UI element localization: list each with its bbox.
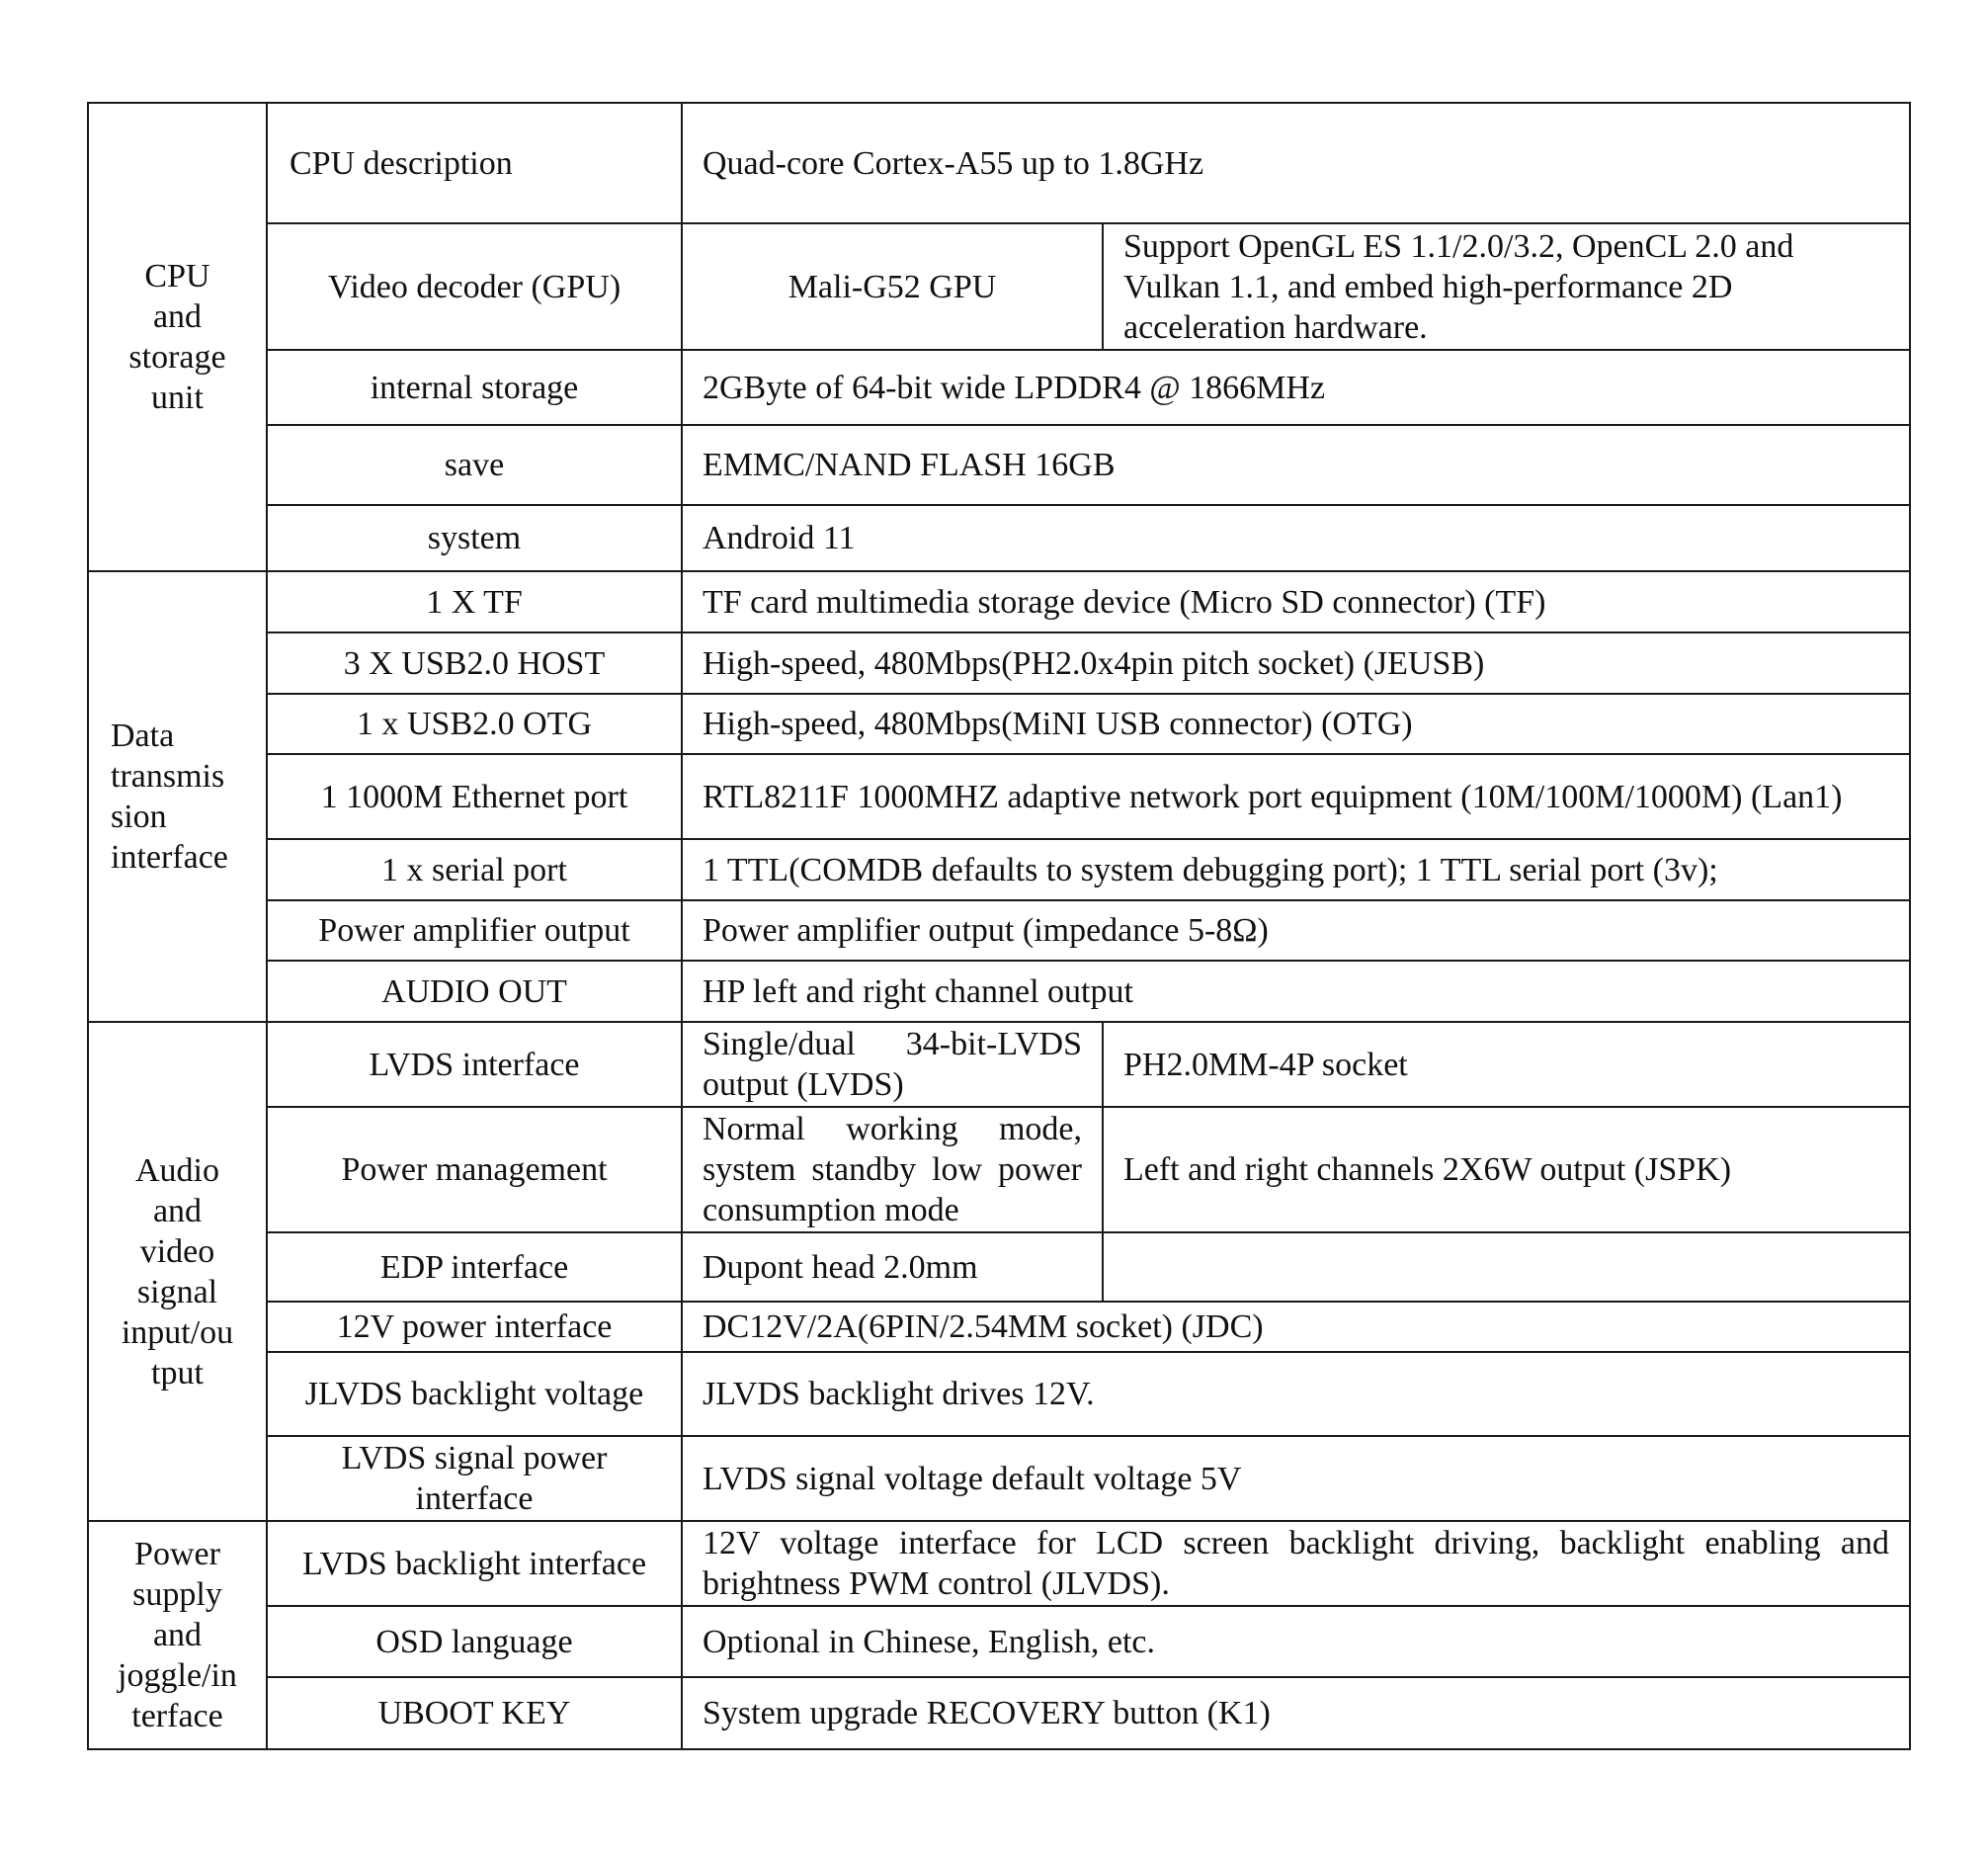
row-label: save — [267, 425, 682, 505]
table-row — [88, 1302, 1910, 1352]
row-label: LVDS signal power interface — [267, 1436, 682, 1521]
row-value: 2GByte of 64-bit wide LPDDR4 @ 1866MHz — [682, 350, 1910, 425]
row-value: High-speed, 480Mbps(MiNI USB connector) (OTG) — [682, 694, 1910, 754]
table-row — [88, 900, 1910, 961]
row-label: LVDS interface — [267, 1022, 682, 1107]
row-value: Normal working mode, system standby low power consumption mode — [682, 1107, 1103, 1232]
row-extra: PH2.0MM-4P socket — [1103, 1022, 1910, 1107]
row-value: System upgrade RECOVERY button (K1) — [682, 1677, 1910, 1749]
table-row — [88, 425, 1910, 505]
section-title-audio-video: Audio and video signal input/ou tput — [88, 1022, 267, 1521]
row-label: system — [267, 505, 682, 571]
row-value: JLVDS backlight drives 12V. — [682, 1352, 1910, 1436]
section-title-data-transmission: Data transmis sion interface — [88, 571, 267, 1022]
table-row — [88, 1436, 1910, 1521]
row-extra: Left and right channels 2X6W output (JSPK) — [1103, 1107, 1910, 1232]
row-label: 1 1000M Ethernet port — [267, 754, 682, 839]
row-value: Mali-G52 GPU — [682, 223, 1103, 350]
table-row — [88, 1352, 1910, 1436]
row-label: UBOOT KEY — [267, 1677, 682, 1749]
row-label: internal storage — [267, 350, 682, 425]
row-label: CPU description — [267, 103, 682, 223]
specification-table — [87, 102, 1911, 1750]
row-value: RTL8211F 1000MHZ adaptive network port equipment (10M/100M/1000M) (Lan1) — [682, 754, 1910, 839]
table-row — [88, 571, 1910, 632]
row-label: 1 x USB2.0 OTG — [267, 694, 682, 754]
row-label: 1 x serial port — [267, 839, 682, 900]
row-value: Android 11 — [682, 505, 1910, 571]
table-row — [88, 1022, 1910, 1107]
row-value: Power amplifier output (impedance 5-8Ω) — [682, 900, 1910, 961]
row-value: High-speed, 480Mbps(PH2.0x4pin pitch socket) (JEUSB) — [682, 632, 1910, 694]
table-row — [88, 754, 1910, 839]
table-row — [88, 1606, 1910, 1677]
row-value: Optional in Chinese, English, etc. — [682, 1606, 1910, 1677]
row-value: Quad-core Cortex-A55 up to 1.8GHz — [682, 103, 1910, 223]
row-value: EMMC/NAND FLASH 16GB — [682, 425, 1910, 505]
row-label: JLVDS backlight voltage — [267, 1352, 682, 1436]
table-row — [88, 1232, 1910, 1302]
table-row — [88, 1521, 1910, 1606]
row-value: TF card multimedia storage device (Micro SD connector) (TF) — [682, 571, 1910, 632]
table-row — [88, 103, 1910, 223]
table-row — [88, 1107, 1910, 1232]
row-label: EDP interface — [267, 1232, 682, 1302]
row-label: Power management — [267, 1107, 682, 1232]
table-row — [88, 839, 1910, 900]
row-label: Video decoder (GPU) — [267, 223, 682, 350]
row-label: OSD language — [267, 1606, 682, 1677]
table-row — [88, 350, 1910, 425]
section-title-cpu-storage: CPU and storage unit — [88, 103, 267, 571]
row-value: HP left and right channel output — [682, 961, 1910, 1022]
row-value: LVDS signal voltage default voltage 5V — [682, 1436, 1910, 1521]
table-row — [88, 505, 1910, 571]
row-label: 3 X USB2.0 HOST — [267, 632, 682, 694]
table-row — [88, 694, 1910, 754]
row-label: Power amplifier output — [267, 900, 682, 961]
table-row — [88, 632, 1910, 694]
table-row — [88, 961, 1910, 1022]
table-row — [88, 223, 1910, 350]
table-row — [88, 1677, 1910, 1749]
row-value: Single/dual 34-bit-LVDS output (LVDS) — [682, 1022, 1103, 1107]
row-value: 12V voltage interface for LCD screen backlight driving, backlight enabling and brightness PWM control (JLVDS). — [682, 1521, 1910, 1606]
row-label: 12V power interface — [267, 1302, 682, 1352]
row-label: LVDS backlight interface — [267, 1521, 682, 1606]
row-value: DC12V/2A(6PIN/2.54MM socket) (JDC) — [682, 1302, 1910, 1352]
section-title-power-supply: Power supply and joggle/in terface — [88, 1521, 267, 1749]
row-label: AUDIO OUT — [267, 961, 682, 1022]
row-value: 1 TTL(COMDB defaults to system debugging port); 1 TTL serial port (3v); — [682, 839, 1910, 900]
row-extra-empty — [1103, 1232, 1910, 1302]
row-label: 1 X TF — [267, 571, 682, 632]
row-extra: Support OpenGL ES 1.1/2.0/3.2, OpenCL 2.0 and Vulkan 1.1, and embed high-performance 2D acceleration hardware. — [1103, 223, 1910, 350]
row-value: Dupont head 2.0mm — [682, 1232, 1103, 1302]
